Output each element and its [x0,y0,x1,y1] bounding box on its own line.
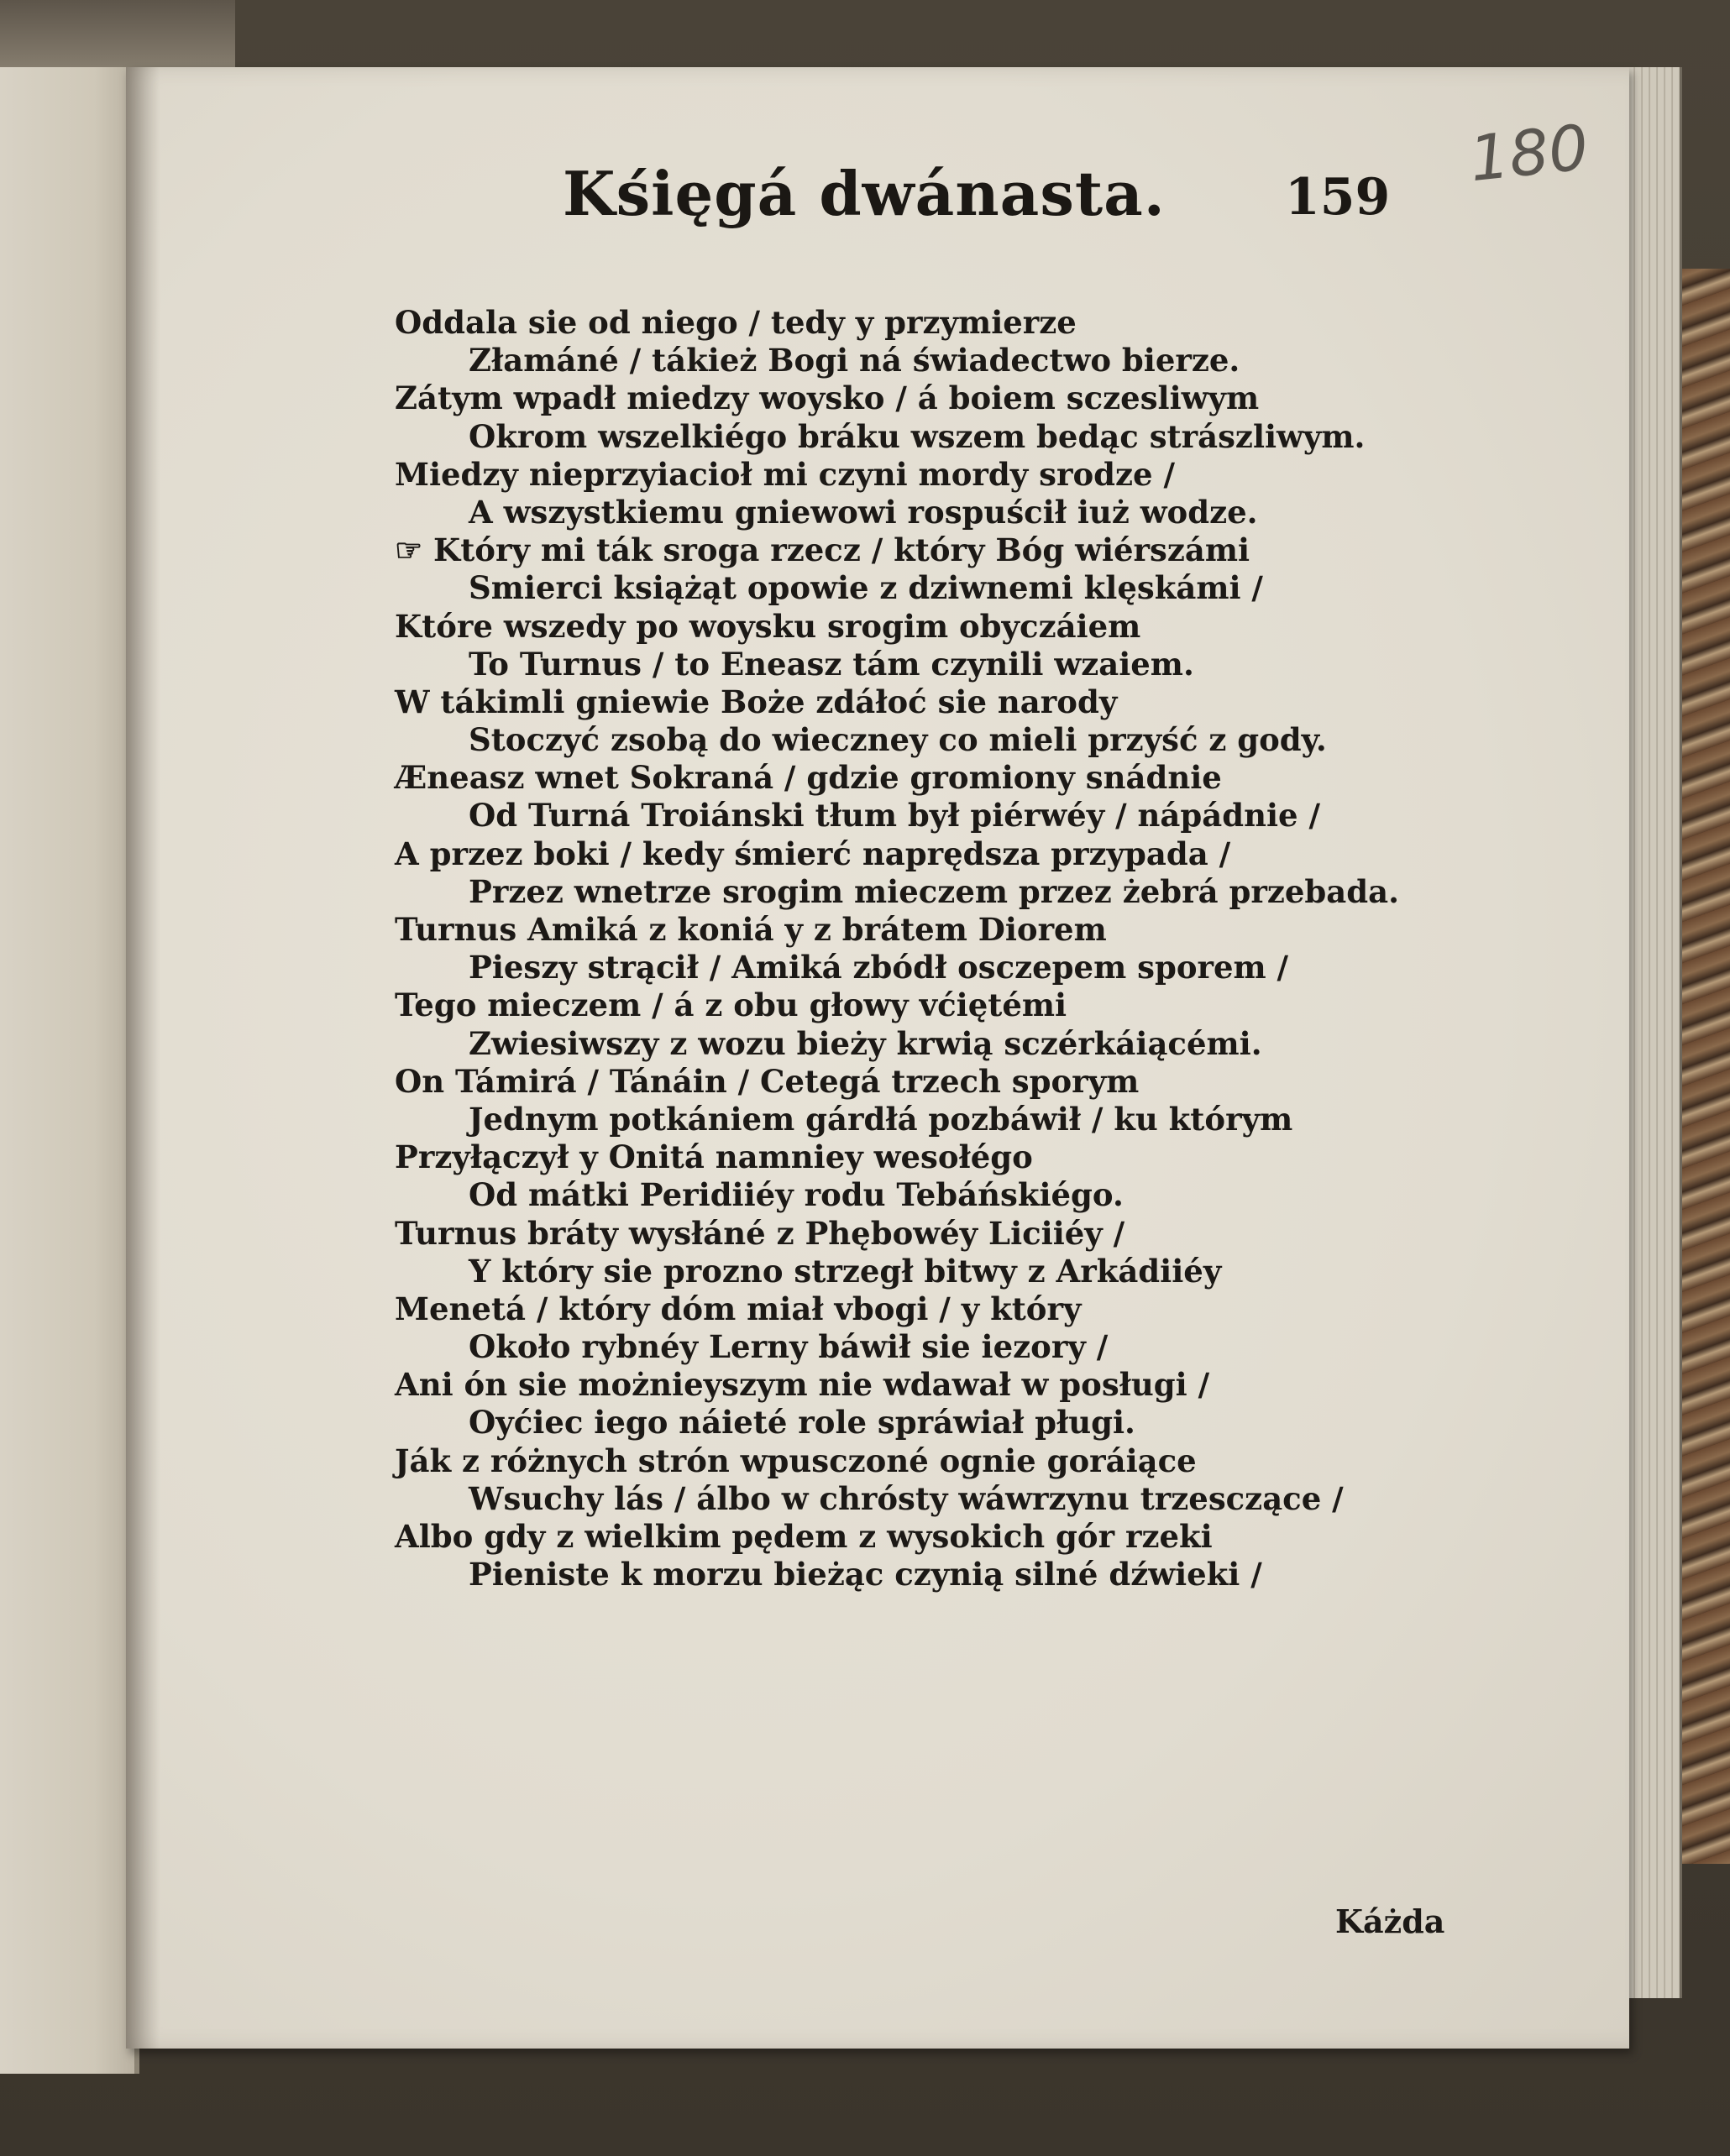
verse-line: W tákimli gniewie Boże zdáłoć sie narody [395,683,1118,720]
verse-line: Stoczyć zsobą do wieczney co mieli przyść z gody. [469,721,1327,759]
verse-line: Pieszy strącił / Amiká zbódł osczepem sporem / [469,949,1289,986]
verse-line: Oyćiec iego náieté role spráwiał pługi. [469,1404,1135,1442]
verse-line: Od mátki Peridiiéy rodu Tebáńskiégo. [469,1176,1124,1214]
verse-line: Zátym wpadł miedzy woysko / á boiem sczesliwym [395,379,1260,417]
verse-line: Przyłączył y Onitá namniey wesołégo [395,1138,1033,1176]
verse-line: Przez wnetrze srogim mieczem przez żebrá przebada. [469,872,1399,910]
verse-line: Złamáné / tákież Bogi ná świadectwo bierze. [469,342,1240,379]
verse-line: Ani ón sie możnieyszym nie wdawał w posługi / [395,1366,1210,1404]
verse-line: To Turnus / to Eneasz tám czynili wzaiem. [469,645,1194,683]
verse-line: Jednym potkániem gárdłá pozbáwił / ku którym [469,1100,1293,1138]
page-stack-edge [1621,67,1682,1998]
verse-line: A przez boki / kedy śmierć naprędsza przypada / [395,835,1231,872]
verse-line: Od Turná Troiánski tłum był piérwéy / nápádnie / [469,797,1320,835]
verse-line: Wsuchy lás / álbo w chrósty wáwrzynu trzesczące / [469,1479,1344,1517]
verse-line: Tego mieczem / á z obu głowy vćiętémi [395,986,1067,1024]
verse-line: Turnus bráty wysłáné z Phębowéy Liciiéy / [395,1214,1125,1252]
verse-line: Pieniste k morzu bieżąc czynią silné dźwieki / [469,1556,1262,1593]
verse-line: Æneasz wnet Sokraná / gdzie gromiony snádnie [395,759,1222,797]
verse-line: On Támirá / Tánáin / Cetegá trzech sporym [395,1062,1140,1100]
verse-line: Zwiesiwszy z wozu bieży krwią sczérkáiącémi. [469,1024,1262,1062]
left-page-edge [0,67,139,2074]
verse-line: Ják z różnych strón wpusczoné ognie goráiące [395,1442,1197,1479]
verse-line: Które wszedy po woysku srogim obyczáiem [395,607,1141,645]
binding-top [0,0,235,76]
verse-text [395,304,1399,1593]
verse-line: Około rybnéy Lerny báwił sie iezory / [469,1328,1109,1366]
verse-line: A wszystkiemu gniewowi rospuścił iuż wodze. [469,493,1258,531]
verse-line: Y który sie prozno strzegł bitwy z Arkádiiéy [469,1252,1222,1290]
verse-line: Oddala sie od niego / tedy y przymierze [395,304,1077,341]
verse-line: Albo gdy z wielkim pędem z wysokich gór rzeki [395,1518,1213,1555]
running-title: Kśięgá dwánasta. [563,158,1166,229]
gutter-shadow [126,67,160,2049]
folio-number: 159 [1285,168,1391,227]
verse-line: Smierci książąt opowie z dziwnemi klęskámi / [469,569,1263,607]
catchword: Káżda [1335,1902,1445,1940]
pencil-annotation: 180 [1465,111,1592,196]
verse-line: Turnus Amiká z koniá y z brátem Diorem [395,911,1107,948]
verse-line: Okrom wszelkiégo bráku wszem bedąc strászliwym. [469,417,1366,455]
running-head [563,158,1235,250]
verse-line: Miedzy nieprzyiacioł mi czyni mordy srodze / [395,455,1175,493]
book-page [126,67,1629,2049]
verse-line: ☞ Który mi ták sroga rzecz / który Bóg wiérszámi [395,531,1250,569]
verse-line: Menetá / który dóm miał vbogi / y który [395,1290,1082,1327]
